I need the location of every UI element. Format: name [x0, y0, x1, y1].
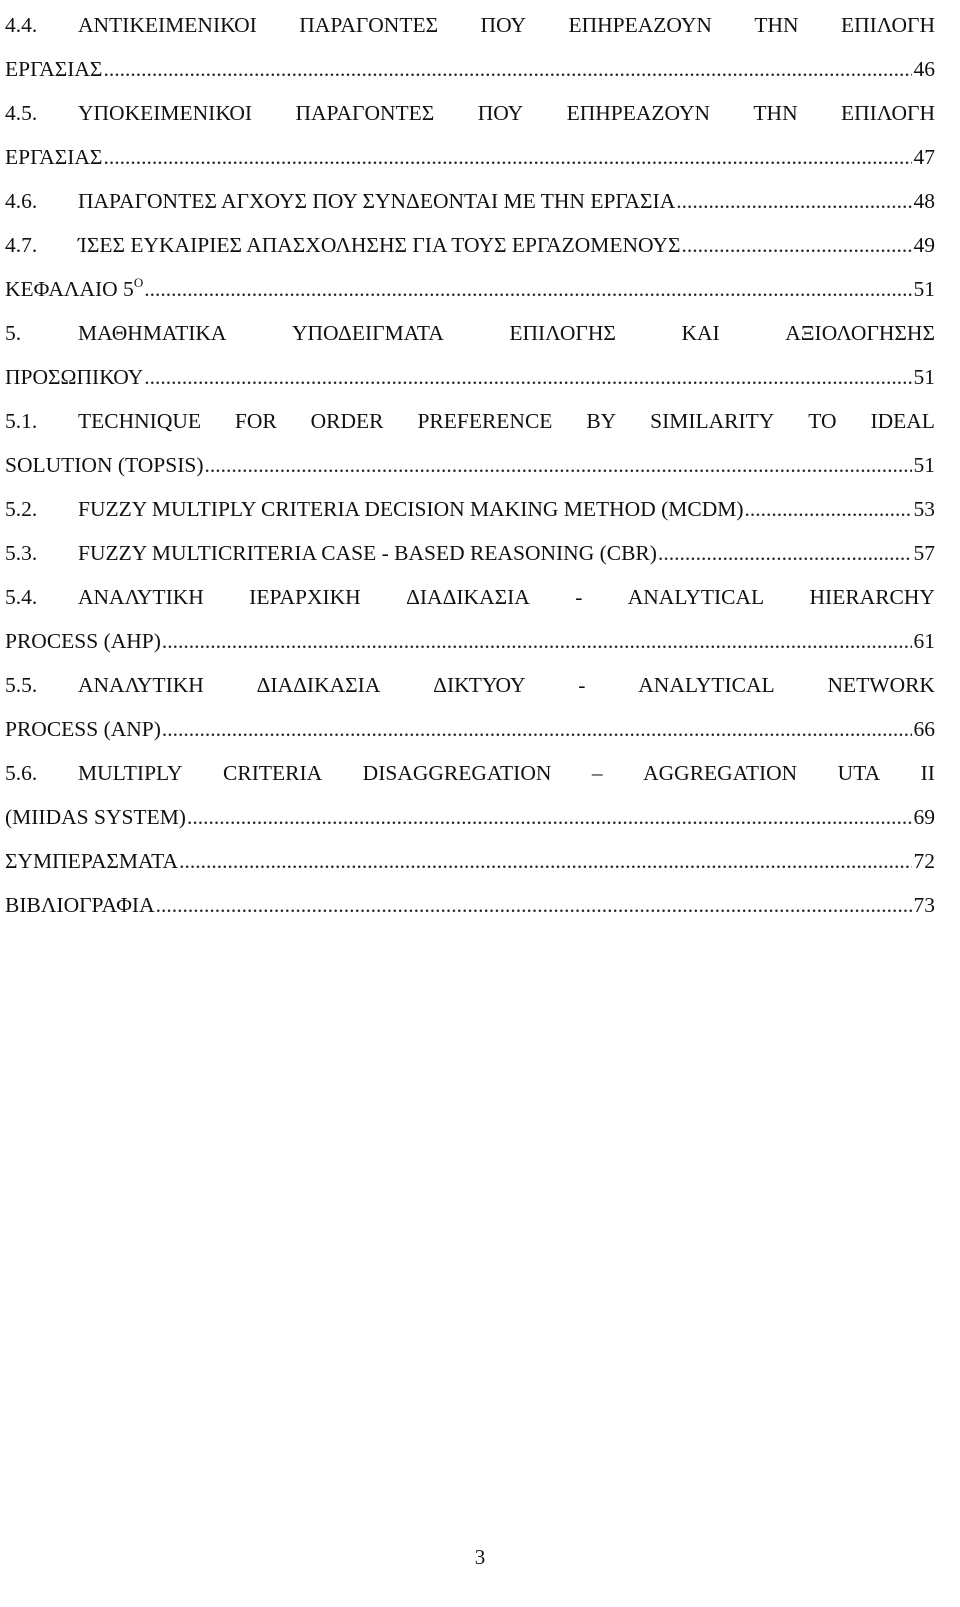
- toc-conclusions[interactable]: [5, 839, 935, 883]
- dot-leader: [103, 135, 911, 179]
- toc-entry-number: 5.2.: [5, 497, 38, 521]
- dot-leader: [144, 267, 911, 311]
- toc-page-number: 66: [913, 717, 935, 741]
- toc-entry-title: [78, 3, 935, 47]
- title-word: ΑΞΙΟΛΟΓΗΣΗΣ: [785, 321, 935, 345]
- toc-entry-5-6-continued[interactable]: [5, 795, 935, 839]
- toc-page-number: 51: [913, 277, 935, 301]
- dot-leader: [162, 619, 912, 663]
- toc-entry-4-4-continued[interactable]: [5, 47, 935, 91]
- page-number: 3: [474, 1545, 486, 1569]
- toc-entry-number: 5.4.: [5, 585, 38, 609]
- toc-page-number: 47: [913, 145, 935, 169]
- ordinal-superscript: Ο: [133, 275, 144, 290]
- toc-entry-5-4-continued[interactable]: [5, 619, 935, 663]
- title-word: ANALYTICAL: [627, 585, 765, 609]
- toc-chapter-title: [5, 267, 143, 311]
- title-word: ΠΑΡΑΓΟΝΤΕΣ: [299, 13, 439, 37]
- toc-entry-5-5: [5, 663, 935, 707]
- title-word: ΕΠΗΡΕΑΖΟΥΝ: [568, 13, 712, 37]
- toc-entry-title: [78, 663, 935, 707]
- title-word: ΠΟΥ: [480, 13, 527, 37]
- title-word: II: [920, 761, 935, 785]
- toc-entry-5-1-continued[interactable]: [5, 443, 935, 487]
- toc-entry-number: 5.5.: [5, 673, 38, 697]
- dot-leader: [745, 487, 912, 531]
- title-word: FOR: [234, 409, 277, 433]
- title-word: ΚΑΙ: [681, 321, 720, 345]
- toc-entry-title-cont: (MIIDAS SYSTEM): [5, 805, 186, 829]
- toc-chapter-5[interactable]: [5, 267, 935, 311]
- dot-leader: [187, 795, 912, 839]
- chapter-label: ΚΕΦΑΛΑΙΟ 5: [5, 277, 134, 301]
- title-word: SIMILARITY: [650, 409, 775, 433]
- toc-page-number: 61: [913, 629, 935, 653]
- title-word: ΠΑΡΑΓΟΝΤΕΣ: [295, 101, 435, 125]
- title-word: PREFERENCE: [417, 409, 553, 433]
- title-word: ΑΝΑΛΥΤΙΚΗ: [78, 585, 204, 609]
- dot-leader: [144, 355, 911, 399]
- dot-leader: [682, 223, 912, 267]
- title-word: ΤΗΝ: [753, 101, 798, 125]
- title-word: ΕΠΙΛΟΓΗ: [840, 101, 935, 125]
- title-word: DISAGGREGATION: [362, 761, 552, 785]
- toc-entry-5-continued[interactable]: [5, 355, 935, 399]
- title-word: TO: [808, 409, 837, 433]
- toc-entry-number: 4.7.: [5, 233, 38, 257]
- dot-leader: [156, 883, 912, 927]
- toc-entry-title: [78, 311, 935, 355]
- toc-entry-5-2[interactable]: [5, 487, 935, 531]
- toc-entry-number: 5.: [5, 321, 22, 345]
- toc-entry-4-5: [5, 91, 935, 135]
- toc-entry-number: 4.4.: [5, 13, 38, 37]
- toc-page-number: 72: [913, 849, 935, 873]
- toc-entry-number: 5.6.: [5, 761, 38, 785]
- toc-bibliography[interactable]: [5, 883, 935, 927]
- toc-entry-number: 5.3.: [5, 541, 38, 565]
- toc-entry-5-5-continued[interactable]: [5, 707, 935, 751]
- toc-entry-title-cont: PROCESS (AHP): [5, 629, 161, 653]
- toc-entry-title-cont: ΕΡΓΑΣΙΑΣ: [5, 57, 103, 81]
- toc-entry-title: FUZZY MULTICRITERIA CASE - BASED REASONING (CBR): [78, 541, 657, 565]
- dot-leader: [179, 839, 911, 883]
- toc-page-number: 49: [913, 233, 935, 257]
- toc-entry-4-4: [5, 3, 935, 47]
- title-word: ΥΠΟΔΕΙΓΜΑΤΑ: [292, 321, 444, 345]
- title-word: ΔΙΑΔΙΚΑΣΙΑ: [406, 585, 530, 609]
- toc-entry-title: [78, 91, 935, 135]
- title-word: ORDER: [310, 409, 384, 433]
- toc-entry-title: ΠΑΡΑΓΟΝΤΕΣ ΑΓΧΟΥΣ ΠΟΥ ΣΥΝΔΕΟΝΤΑΙ ΜΕ ΤΗΝ ΕΡΓΑΣΙΑ: [78, 189, 676, 213]
- title-word: -: [575, 585, 583, 609]
- toc-page-number: 51: [913, 365, 935, 389]
- title-word: ΜΑΘΗΜΑΤΙΚΑ: [78, 321, 227, 345]
- toc-entry-title: ΊΣΕΣ ΕΥΚΑΙΡΙΕΣ ΑΠΑΣΧΟΛΗΣΗΣ ΓΙΑ ΤΟΥΣ ΕΡΓΑΖΟΜΕΝΟΥΣ: [78, 233, 681, 257]
- toc-entry-5-4: [5, 575, 935, 619]
- title-word: ΔΙΚΤΥΟΥ: [433, 673, 526, 697]
- toc-entry-number: 4.5.: [5, 101, 38, 125]
- toc-entry-title: [78, 399, 935, 443]
- title-word: ΥΠΟΚΕΙΜΕΝΙΚΟΙ: [78, 101, 253, 125]
- title-word: –: [591, 761, 603, 785]
- toc-entry-5: [5, 311, 935, 355]
- title-word: MULTIPLY: [78, 761, 183, 785]
- toc-page-number: 51: [913, 453, 935, 477]
- toc-page-number: 48: [913, 189, 935, 213]
- dot-leader: [658, 531, 912, 575]
- title-word: ANALYTICAL: [638, 673, 775, 697]
- title-word: ΕΠΙΛΟΓΗ: [840, 13, 935, 37]
- title-word: TECHNIQUE: [78, 409, 202, 433]
- table-of-contents: [5, 0, 935, 924]
- title-word: ΠΟΥ: [477, 101, 524, 125]
- toc-entry-title: ΣΥΜΠΕΡΑΣΜΑΤΑ: [5, 849, 179, 873]
- toc-entry-4-6[interactable]: [5, 179, 935, 223]
- toc-entry-title-cont: PROCESS (ANP): [5, 717, 161, 741]
- toc-entry-title: FUZZY MULTIPLY CRITERIA DECISION MAKING METHOD (MCDM): [78, 497, 744, 521]
- dot-leader: [205, 443, 912, 487]
- dot-leader: [676, 179, 911, 223]
- title-word: ΤΗΝ: [754, 13, 799, 37]
- dot-leader: [162, 707, 912, 751]
- title-word: ΕΠΙΛΟΓΗΣ: [509, 321, 616, 345]
- toc-entry-4-7[interactable]: [5, 223, 935, 267]
- toc-entry-title-cont: ΕΡΓΑΣΙΑΣ: [5, 145, 103, 169]
- toc-entry-title-cont: SOLUTION (TOPSIS): [5, 453, 204, 477]
- title-word: BY: [586, 409, 617, 433]
- toc-page-number: 69: [913, 805, 935, 829]
- title-word: IDEAL: [870, 409, 935, 433]
- title-word: CRITERIA: [223, 761, 323, 785]
- toc-entry-5-3[interactable]: [5, 531, 935, 575]
- toc-entry-title: [78, 751, 935, 795]
- toc-entry-5-1: [5, 399, 935, 443]
- dot-leader: [103, 47, 911, 91]
- toc-entry-5-6: [5, 751, 935, 795]
- toc-entry-title-cont: ΠΡΟΣΩΠΙΚΟΥ: [5, 365, 144, 389]
- toc-page-number: 73: [913, 893, 935, 917]
- title-word: NETWORK: [827, 673, 935, 697]
- toc-entry-title: ΒΙΒΛΙΟΓΡΑΦΙΑ: [5, 893, 155, 917]
- title-word: ΑΝΤΙΚΕΙΜΕΝΙΚΟΙ: [78, 13, 257, 37]
- title-word: UTA: [837, 761, 881, 785]
- title-word: ΙΕΡΑΡΧΙΚΗ: [249, 585, 361, 609]
- title-word: ΔΙΑΔΙΚΑΣΙΑ: [256, 673, 381, 697]
- toc-entry-title: [78, 575, 935, 619]
- toc-page-number: 57: [913, 541, 935, 565]
- toc-entry-number: 5.1.: [5, 409, 38, 433]
- toc-entry-number: 4.6.: [5, 189, 38, 213]
- title-word: AGGREGATION: [643, 761, 798, 785]
- title-word: ΕΠΗΡΕΑΖΟΥΝ: [566, 101, 711, 125]
- title-word: -: [578, 673, 586, 697]
- title-word: HIERARCHY: [809, 585, 935, 609]
- toc-entry-4-5-continued[interactable]: [5, 135, 935, 179]
- toc-page-number: 53: [913, 497, 935, 521]
- toc-page-number: 46: [913, 57, 935, 81]
- title-word: ΑΝΑΛΥΤΙΚΗ: [78, 673, 204, 697]
